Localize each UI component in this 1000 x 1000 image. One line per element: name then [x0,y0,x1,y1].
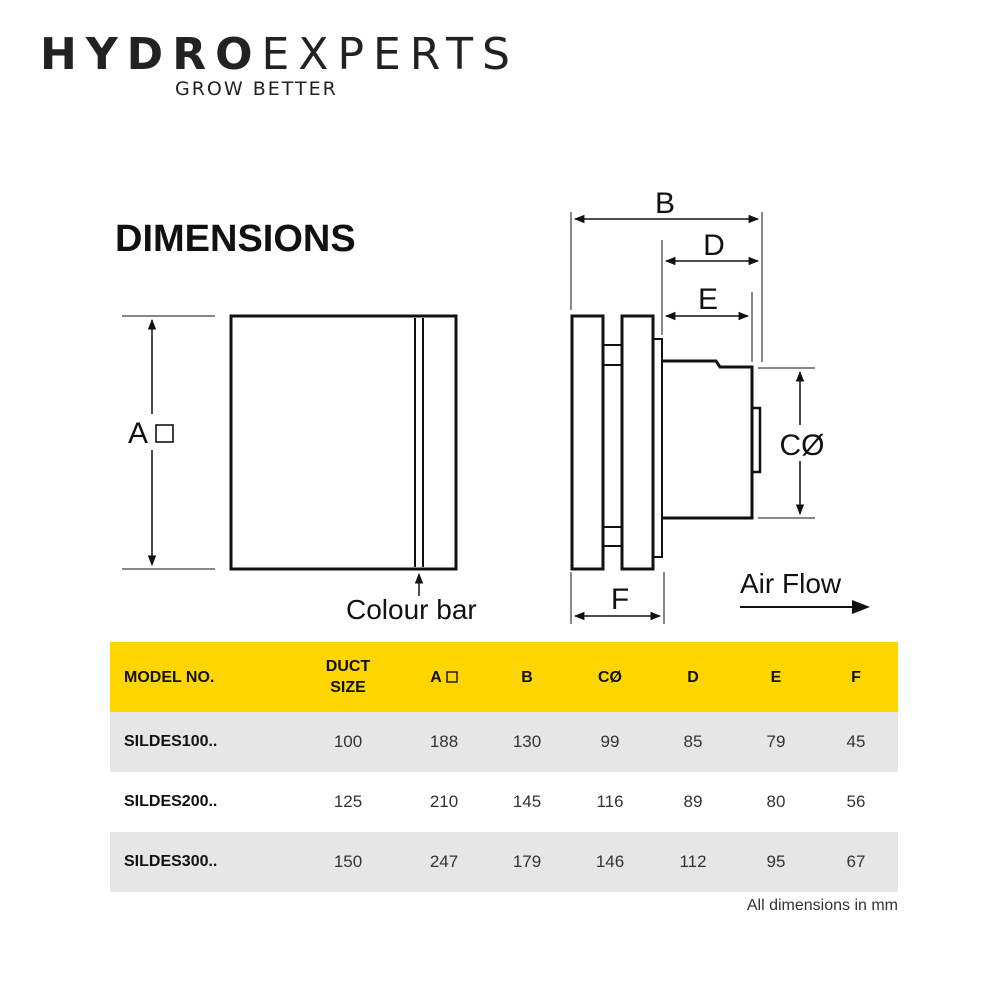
side-front-plate [572,316,603,569]
header-a-text: A [430,668,442,686]
brand-tagline: GROW BETTER [175,78,338,100]
cell-c: 146 [572,832,648,892]
table-row [110,832,898,892]
cell-c: 99 [572,712,648,772]
cell-model: SILDES200.. [124,793,218,810]
page-title: DIMENSIONS [115,218,356,260]
brand-name-experts: EXPERTS [261,29,519,80]
cell-c: 116 [596,792,624,811]
front-view [122,316,456,596]
header-duct-line2: SIZE [330,679,366,696]
cell-a: 210 [429,792,459,811]
colour-bar-label: Colour bar [346,594,477,625]
dim-b-label: B [654,187,676,220]
header-model-no: MODEL NO. [110,642,290,712]
header-f: F [814,642,898,712]
dim-e-label: E [697,283,719,316]
dim-f-label: F [610,583,630,616]
dim-c-label: CØ [779,429,825,462]
air-flow-arrow-icon [740,600,870,614]
table-header-row [110,642,898,712]
cell-model: SILDES300.. [110,832,290,892]
cell-d: 112 [648,832,738,892]
cell-e: 80 [766,792,786,811]
header-e: E [738,642,814,712]
brand-name-hydro: HYDRO [40,29,262,80]
cell-model: SILDES100.. [110,712,290,772]
cell-d: 89 [683,792,703,811]
air-flow-label: Air Flow [740,568,842,599]
units-footnote: All dimensions in mm [746,897,898,914]
dim-d-label: D [703,229,725,262]
header-c: CØ [572,642,648,712]
cell-b: 130 [482,712,572,772]
cell-e: 79 [738,712,814,772]
cell-duct-size: 100 [290,712,406,772]
dimensions-table [110,642,898,892]
dim-a-label: A [128,417,149,450]
cell-b: 145 [512,792,542,811]
cell-f: 45 [814,712,898,772]
header-d: D [648,642,738,712]
table-row [110,772,898,832]
cell-duct-size: 125 [333,792,363,811]
cell-duct-size: 150 [290,832,406,892]
square-symbol-icon [446,671,458,683]
side-duct-body [662,361,752,518]
header-a [406,642,482,712]
side-spacer-bottom [603,527,622,546]
side-view [571,212,815,624]
cell-a: 247 [406,832,482,892]
cell-a: 188 [406,712,482,772]
header-duct-line1: DUCT [325,658,371,675]
side-spacer-top [603,345,622,365]
side-back-plate [622,316,653,569]
cell-d: 85 [648,712,738,772]
cell-f: 56 [846,792,866,811]
cell-f: 67 [814,832,898,892]
table-row [110,712,898,772]
header-b: B [482,642,572,712]
cell-e: 95 [738,832,814,892]
header-duct-size [290,642,406,712]
cell-b: 179 [482,832,572,892]
